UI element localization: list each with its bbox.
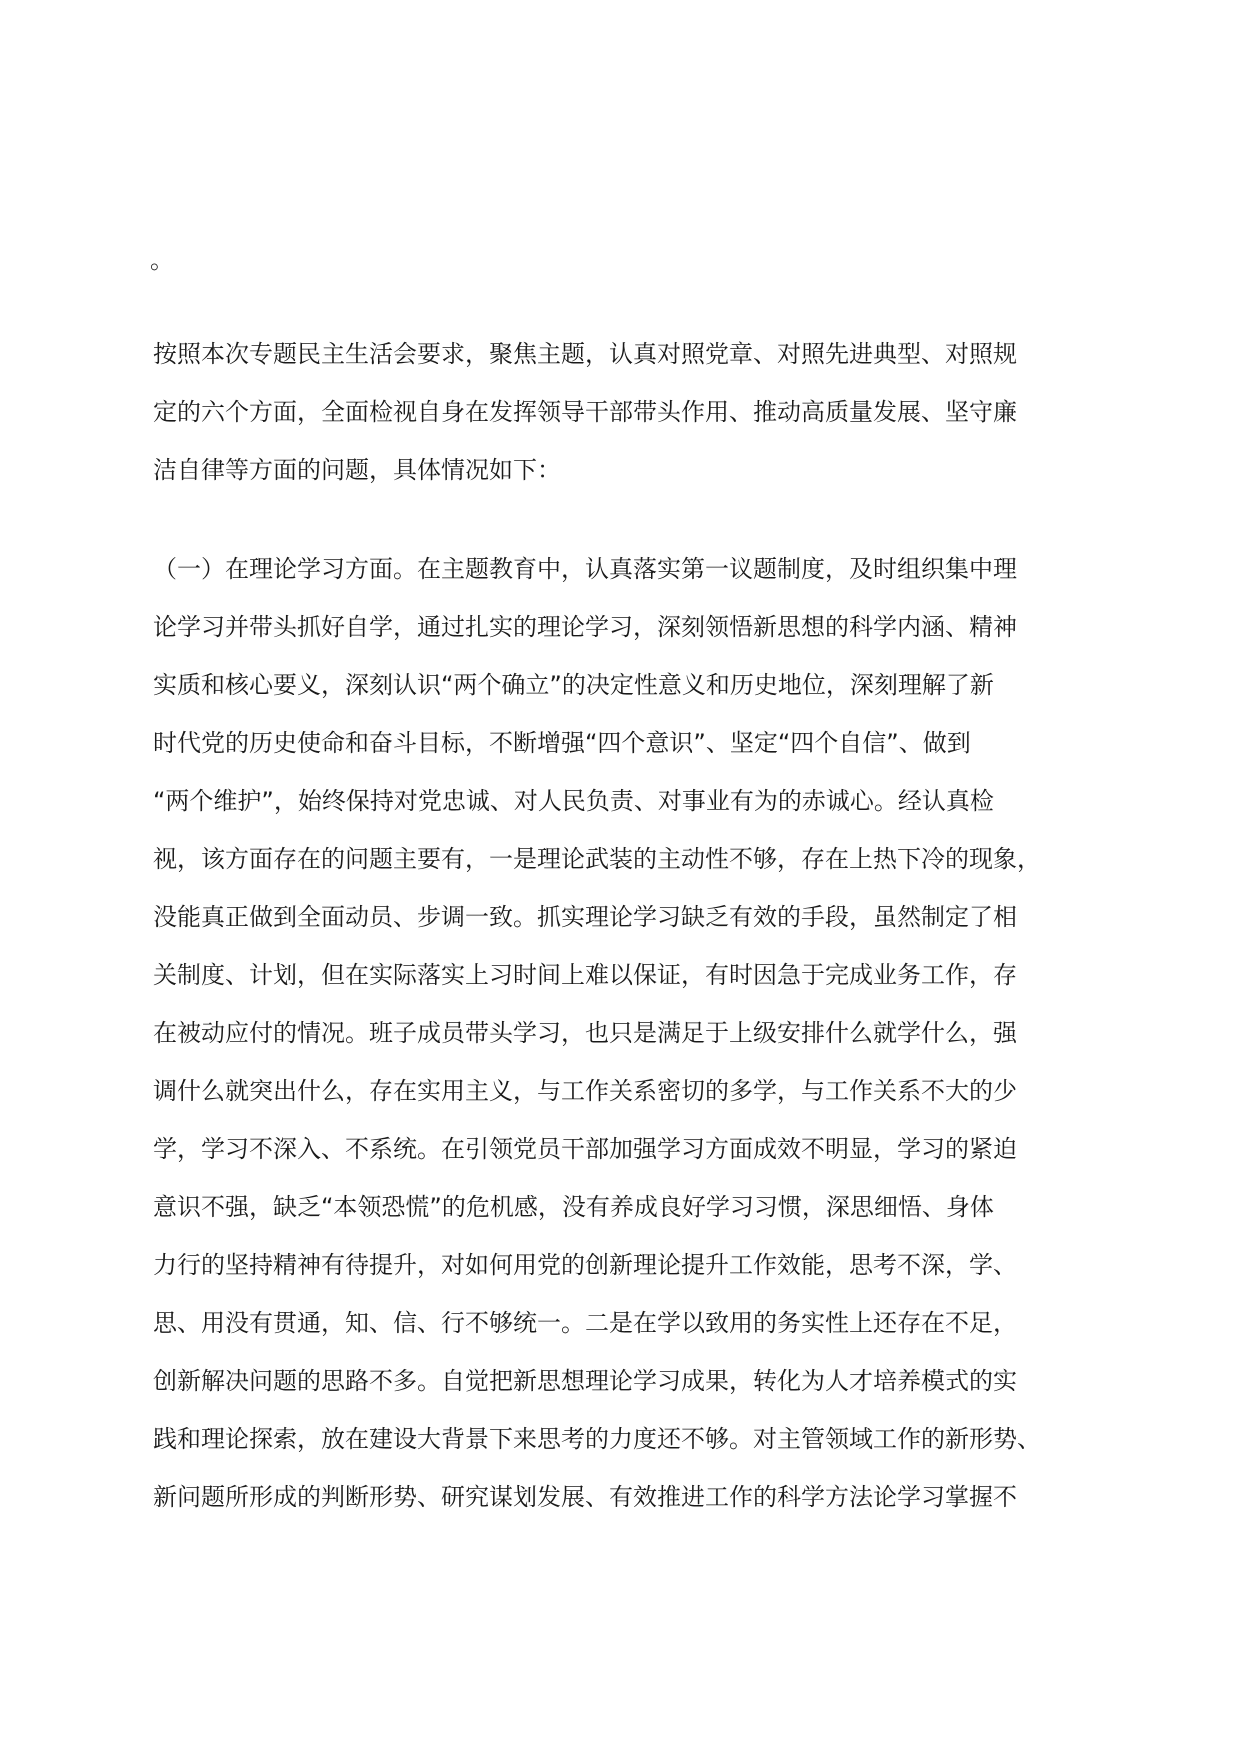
text-line: 实质和核心要义，深刻认识“两个确立”的决定性意义和历史地位，深刻理解了新 — [153, 671, 994, 699]
text-line: 没能真正做到全面动员、步调一致。抓实理论学习缺乏有效的手段，虽然制定了相 — [153, 903, 1017, 931]
text-line: （一）在理论学习方面。在主题教育中，认真落实第一议题制度，及时组织集中理 — [153, 555, 1017, 583]
text-line: 时代党的历史使命和奋斗目标，不断增强“四个意识”、坚定“四个自信”、做到 — [153, 729, 971, 757]
text-line: 力行的坚持精神有待提升，对如何用党的创新理论提升工作效能，思考不深，学、 — [153, 1251, 1017, 1279]
text-line: 关制度、计划，但在实际落实上习时间上难以保证，有时因急于完成业务工作，存 — [153, 961, 1017, 989]
text-line: 学，学习不深入、不系统。在引领党员干部加强学习方面成效不明显，学习的紧迫 — [153, 1135, 1017, 1163]
theory-study-paragraph — [153, 540, 1053, 1526]
text-line: 意识不强，缺乏“本领恐慌”的危机感，没有养成良好学习习惯，深思细悟、身体 — [153, 1193, 994, 1221]
text-line: “两个维护”，始终保持对党忠诚、对人民负责、对事业有为的赤诚心。经认真检 — [153, 787, 994, 815]
text-line: 新问题所形成的判断形势、研究谋划发展、有效推进工作的科学方法论学习掌握不 — [153, 1483, 1017, 1511]
text-line: 在被动应付的情况。班子成员带头学习，也只是满足于上级安排什么就学什么，强 — [153, 1019, 1017, 1047]
text-line: 思、用没有贯通，知、信、行不够统一。二是在学以致用的务实性上还存在不足， — [153, 1309, 1017, 1337]
intro-paragraph — [153, 325, 1053, 499]
text-line: 调什么就突出什么，存在实用主义，与工作关系密切的多学，与工作关系不大的少 — [153, 1077, 1017, 1105]
text-line: 创新解决问题的思路不多。自觉把新思想理论学习成果，转化为人才培养模式的实 — [153, 1367, 1017, 1395]
text-line: 洁自律等方面的问题，具体情况如下： — [153, 456, 561, 484]
stray-period-mark: 。 — [150, 246, 174, 274]
text-line: 论学习并带头抓好自学，通过扎实的理论学习，深刻领悟新思想的科学内涵、精神 — [153, 613, 1017, 641]
text-line: 视，该方面存在的问题主要有，一是理论武装的主动性不够，存在上热下冷的现象， — [153, 845, 1041, 873]
text-line: 践和理论探索，放在建设大背景下来思考的力度还不够。对主管领域工作的新形势、 — [153, 1425, 1041, 1453]
text-line: 按照本次专题民主生活会要求，聚焦主题，认真对照党章、对照先进典型、对照规 — [153, 340, 1017, 368]
text-line: 定的六个方面，全面检视自身在发挥领导干部带头作用、推动高质量发展、坚守廉 — [153, 398, 1017, 426]
